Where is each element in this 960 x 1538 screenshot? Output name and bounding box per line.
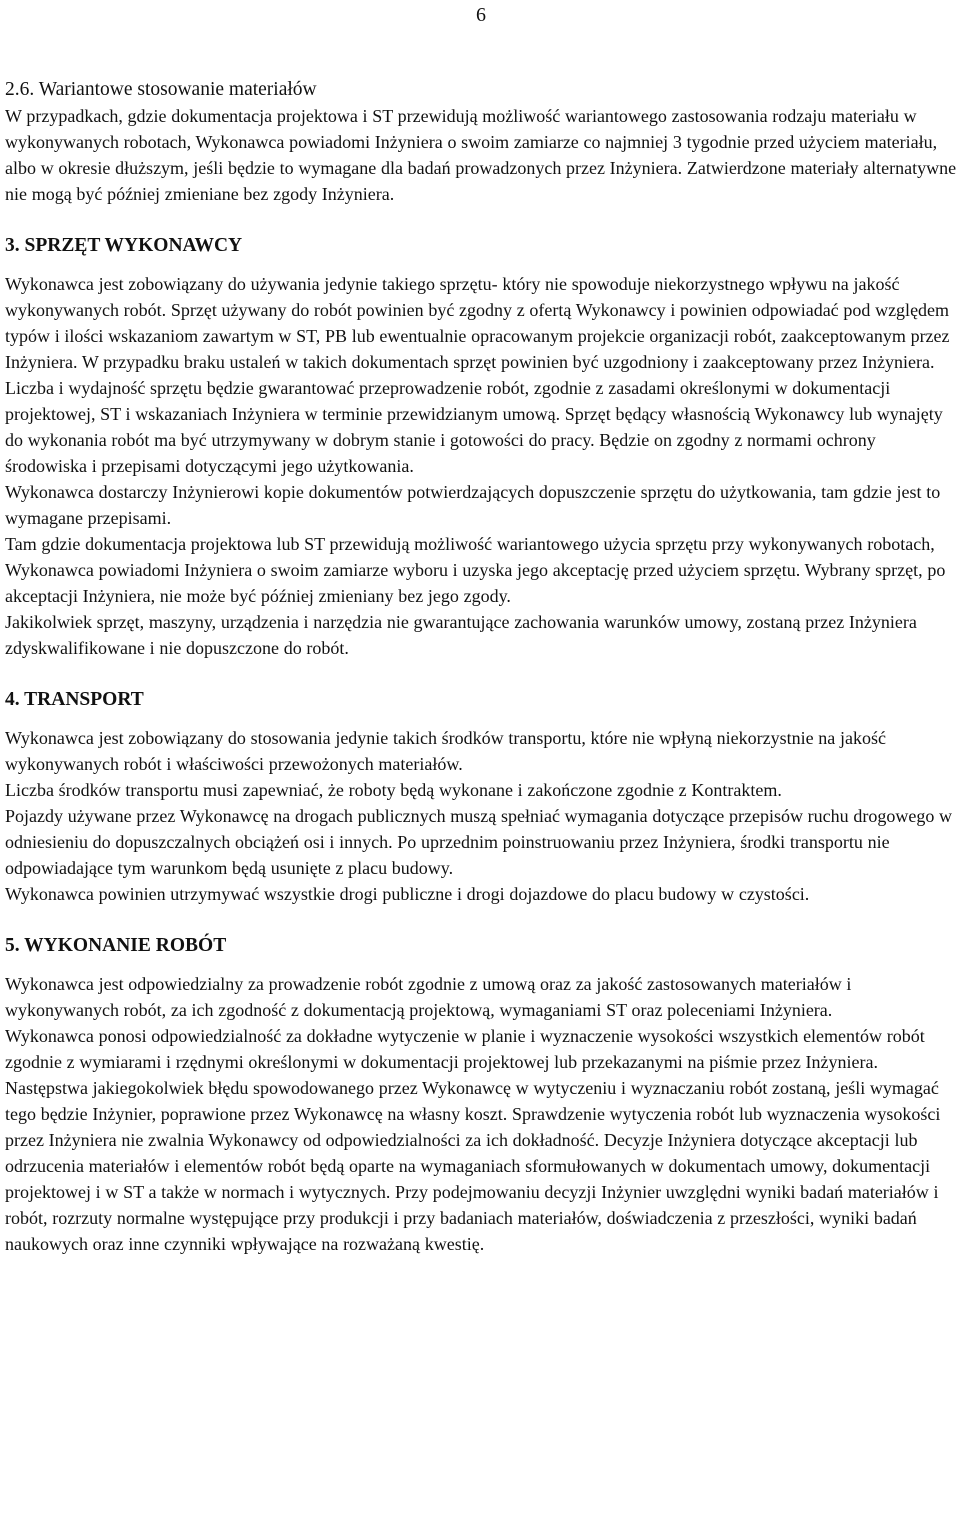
paragraph: Tam gdzie dokumentacja projektowa lub ST przewidują możliwość wariantowego użycia sprzętu przy wykonywanych robotach, Wykonawca powiadomi Inżyniera o swoim zamiarze wyboru i uzyska jego akceptację przed użyciem sprzętu. Wybrany sprzęt, po akceptacji Inżyniera, nie może być później zmieniany bez jego zgody.: [5, 534, 946, 606]
spacer: [5, 207, 958, 233]
paragraph: Wykonawca dostarczy Inżynierowi kopie dokumentów potwierdzających dopuszczenie sprzętu do użytkowania, tam gdzie jest to wymagane przepisami.: [5, 482, 941, 528]
section-title: 2.6. Wariantowe stosowanie materiałów: [5, 79, 317, 100]
paragraph: Wykonawca jest zobowiązany do stosowania jedynie takich środków transportu, które nie wpłyną niekorzystnie na jakość wykonywanych robót i właściwości przewożonych materiałów.: [5, 728, 886, 774]
spacer: [5, 959, 958, 971]
paragraph: Wykonawca powinien utrzymywać wszystkie drogi publiczne i drogi dojazdowe do placu budowy w czystości.: [5, 884, 810, 904]
paragraph: Wykonawca ponosi odpowiedzialność za dokładne wytyczenie w planie i wyznaczenie wysokości wszystkich elementów robót zgodnie z wymiarami i rzędnymi określonymi w dokumentacji projektowej lub przekazanymi na piśmie przez Inżyniera.: [5, 1026, 925, 1072]
paragraph: W przypadkach, gdzie dokumentacja projektowa i ST przewidują możliwość wariantowego zastosowania rodzaju materiału w wykonywanych robotach, Wykonawca powiadomi Inżyniera o swoim zamiarze co najmniej 3 tygodnie przed użyciem materiału, albo w okresie dłuższym, jeśli będzie to wymagane dla badań prowadzonych przez Inżyniera. Zatwierdzone materiały alternatywne nie mogą być później zmieniane bez zgody Inżyniera.: [5, 106, 957, 204]
paragraph: Pojazdy używane przez Wykonawcę na drogach publicznych muszą spełniać wymagania dotyczące przepisów ruchu drogowego w odniesieniu do dopuszczalnych obciążeń osi i innych. Po uprzednim poinstruowaniu przez Inżyniera, środki transportu nie odpowiadające tym warunkom będą usunięte z placu budowy.: [5, 806, 953, 878]
document-content: [5, 77, 958, 1257]
paragraph: Liczba środków transportu musi zapewniać, że roboty będą wykonane i zakończone zgodnie z Kontraktem.: [5, 780, 782, 800]
section-execution: [5, 933, 958, 1257]
section-equipment: [5, 233, 958, 661]
page-number: 6: [476, 4, 486, 26]
paragraph: Następstwa jakiegokolwiek błędu spowodowanego przez Wykonawcę w wytyczeniu i wyznaczaniu robót zostaną, jeśli wymagać tego będzie Inżynier, poprawione przez Wykonawcę na własny koszt. Sprawdzenie wytyczenia robót lub wyznaczenia wysokości przez Inżyniera nie zwalnia Wykonawcy od odpowiedzialności za ich dokładność. Decyzje Inżyniera dotyczące akceptacji lub odrzucenia materiałów i elementów robót będą oparte na wymaganiach sformułowanych w dokumentach umowy, dokumentacji projektowej i w ST a także w normach i wytycznych. Przy podejmowaniu decyzji Inżynier uwzględni wyniki badań materiałów i robót, rozrzuty normalne występujące przy produkcji i przy badaniach materiałów, doświadczenia z przeszłości, wyniki badań naukowych oraz inne czynniki wpływające na rozważaną kwestię.: [5, 1078, 941, 1254]
section-materials-variant: [5, 77, 958, 207]
spacer: [5, 907, 958, 933]
paragraph: Jakikolwiek sprzęt, maszyny, urządzenia i narzędzia nie gwarantujące zachowania warunków umowy, zostaną przez Inżyniera zdyskwalifikowane i nie dopuszczone do robót.: [5, 612, 917, 658]
paragraph: Wykonawca jest odpowiedzialny za prowadzenie robót zgodnie z umową oraz za jakość zastosowanych materiałów i wykonywanych robót, za ich zgodność z dokumentacją projektową, wymaganiami ST oraz poleceniami Inżyniera.: [5, 974, 852, 1020]
paragraph: Liczba i wydajność sprzętu będzie gwarantować przeprowadzenie robót, zgodnie z zasadami określonymi w dokumentacji projektowej, ST i wskazaniach Inżyniera w terminie przewidzianym umową. Sprzęt będący własnością Wykonawcy lub wynajęty do wykonania robót ma być utrzymywany w dobrym stanie i gotowości do pracy. Będzie on zgodny z normami ochrony środowiska i przepisami dotyczącymi jego użytkowania.: [5, 378, 943, 476]
spacer: [5, 259, 958, 271]
section-title: 4. TRANSPORT: [5, 689, 144, 710]
section-transport: [5, 687, 958, 907]
section-title: 5. WYKONANIE ROBÓT: [5, 935, 227, 956]
paragraph: Wykonawca jest zobowiązany do używania jedynie takiego sprzętu- który nie spowoduje niekorzystnego wpływu na jakość wykonywanych robót. Sprzęt używany do robót powinien być zgodny z ofertą Wykonawcy i powinien odpowiadać pod względem typów i ilości wskazaniom zawartym w ST, PB lub ewentualnie opracowanym projekcie organizacji robót, zaakceptowanym przez Inżyniera. W przypadku braku ustaleń w takich dokumentach sprzęt powinien być uzgodniony i zaakceptowany przez Inżyniera.: [5, 274, 950, 372]
section-title: 3. SPRZĘT WYKONAWCY: [5, 235, 243, 256]
spacer: [5, 661, 958, 687]
spacer: [5, 713, 958, 725]
